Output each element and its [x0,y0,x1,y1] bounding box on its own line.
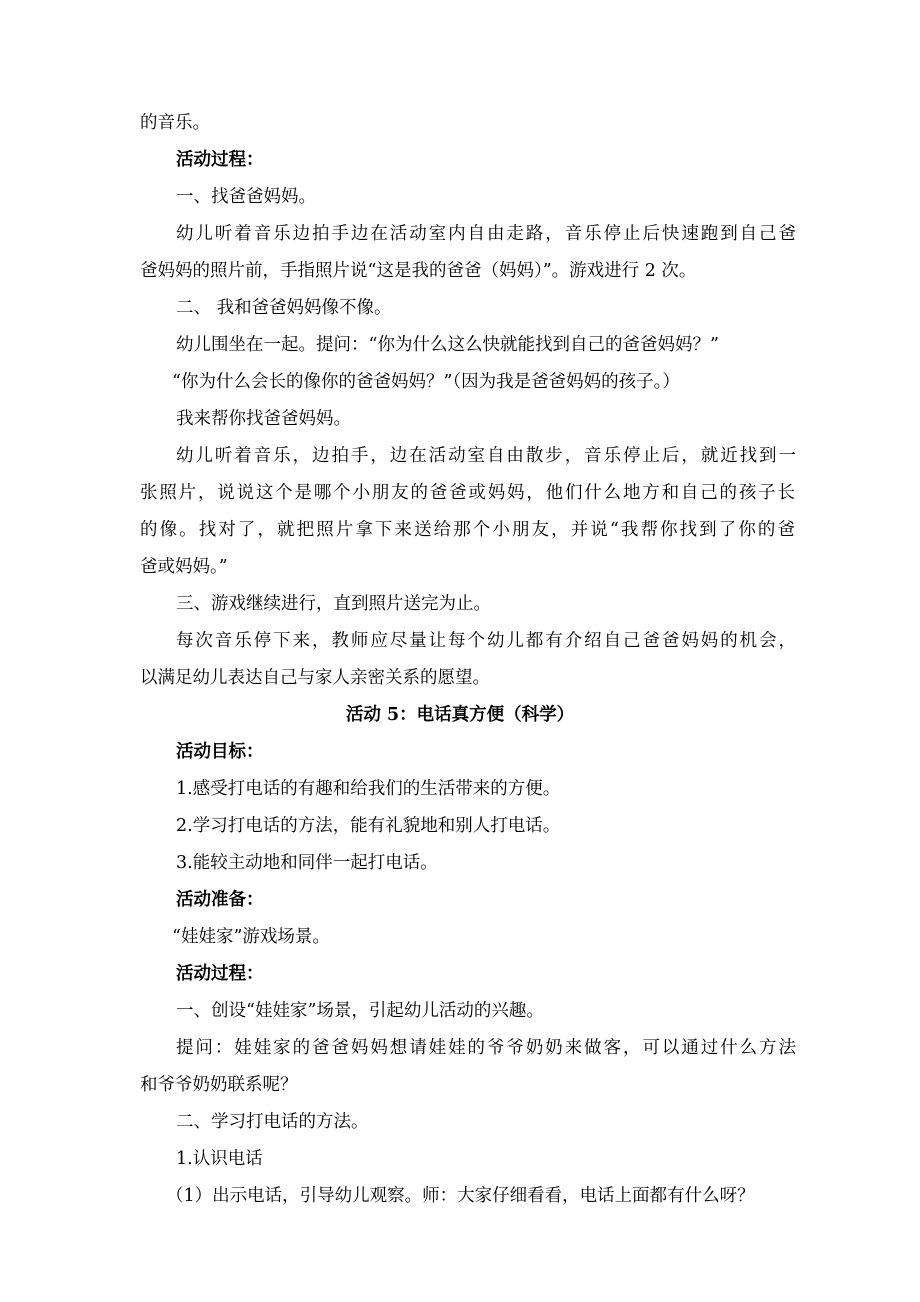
text-line: “娃娃家”游戏场景。 [172,927,330,947]
section-heading: 活动过程： [176,964,264,984]
text-line: 二、学习打电话的方法。 [176,1112,369,1132]
paragraph-line: 幼儿围坐在一起。提问：“你为什么这么快就能找到自己的爸爸妈妈？” [176,335,719,355]
section-heading: 活动过程： [176,150,264,170]
paragraph-line: 幼儿听着音乐边拍手边在活动室内自由走路，音乐停止后快速跑到自己爸 [176,224,796,244]
list-item: 3.能较主动地和同伴一起打电话。 [176,853,438,873]
list-item: 1.认识电话 [176,1149,263,1169]
text-line: 的音乐。 [140,113,210,133]
paragraph-line: 幼儿听着音乐，边拍手，边在活动室自由散步，音乐停止后，就近找到一 [176,446,796,466]
paragraph-line: 爸妈妈的照片前，手指照片说“这是我的爸爸（妈妈）”。游戏进行 2 次。 [140,261,697,281]
list-item: 2.学习打电话的方法，能有礼貌地和别人打电话。 [176,816,561,836]
paragraph-line: 提问：娃娃家的爸爸妈妈想请娃娃的爷爷奶奶来做客，可以通过什么方法 [176,1038,796,1058]
paragraph-line: 和爷爷奶奶联系呢？ [140,1075,298,1095]
text-line: 一、创设“娃娃家”场景，引起幼儿活动的兴趣。 [176,1001,544,1021]
paragraph-line: 的像。找对了，就把照片拿下来送给那个小朋友，并说“我帮你找到了你的爸 [140,520,795,540]
activity-title: 活动 5：电话真方便（科学） [345,705,575,725]
paragraph-line: 张照片，说说这个是哪个小朋友的爸爸或妈妈，他们什么地方和自己的孩子长 [140,483,795,503]
section-heading: 活动目标： [176,742,264,762]
paragraph-line: “你为什么会长的像你的爸爸妈妈？”（因为我是爸爸妈妈的孩子。） [172,372,680,392]
section-heading: 活动准备： [176,890,264,910]
paragraph-line: 爸或妈妈。” [140,557,228,577]
paragraph-line: （1）出示电话，引导幼儿观察。师：大家仔细看看，电话上面都有什么呀？ [166,1186,755,1206]
text-line: 二、 我和爸爸妈妈像不像。 [176,298,392,318]
text-line: 我来帮你找爸爸妈妈。 [176,409,351,429]
paragraph-line: 以满足幼儿表达自己与家人亲密关系的愿望。 [140,668,490,688]
list-item: 1.感受打电话的有趣和给我们的生活带来的方便。 [176,779,561,799]
text-line: 一、找爸爸妈妈。 [176,187,316,207]
text-line: 三、游戏继续进行，直到照片送完为止。 [176,594,491,614]
paragraph-line: 每次音乐停下来，教师应尽量让每个幼儿都有介绍自己爸爸妈妈的机会， [176,631,796,651]
